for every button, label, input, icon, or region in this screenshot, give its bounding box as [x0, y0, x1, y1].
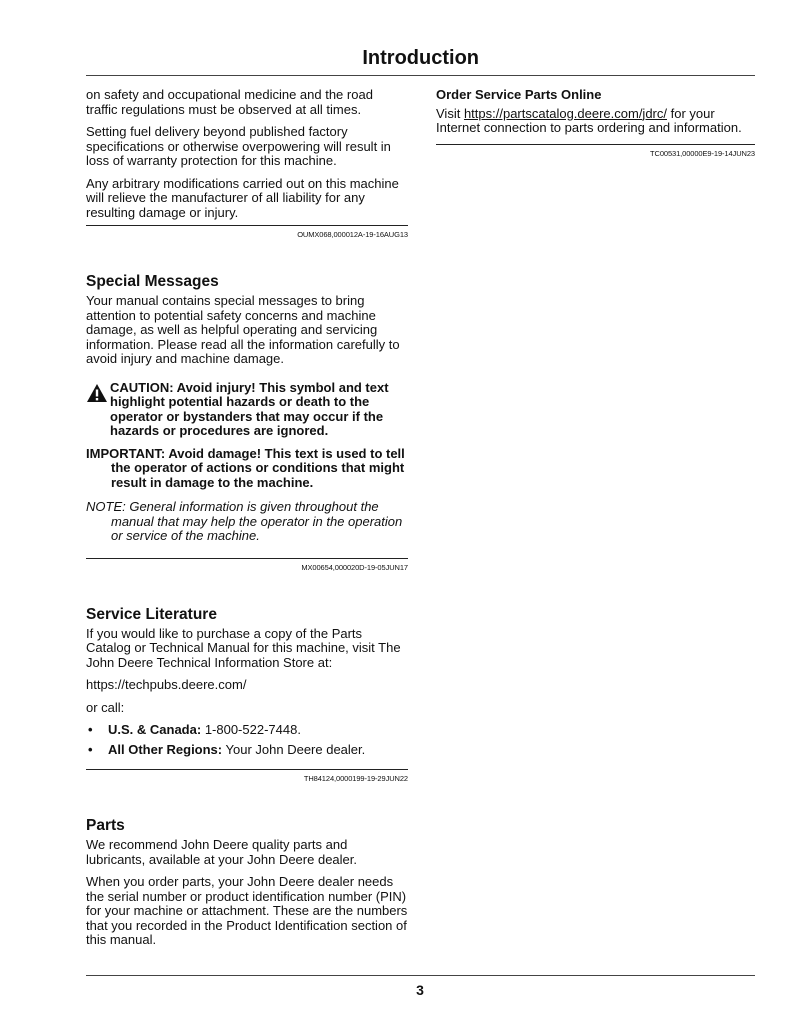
caution-message: [86, 381, 408, 439]
page-number: 3: [416, 982, 424, 998]
parts-paragraph-1: We recommend John Deere quality parts and lubricants, available at your John Deere dealer.: [86, 837, 357, 867]
left-column: [86, 88, 408, 956]
contact-label: All Other Regions:: [108, 741, 223, 757]
header-divider: [86, 75, 755, 76]
parts-paragraph-2: When you order parts, your John Deere dealer needs the serial number or product identification number (PIN) for your machine or attachment. These are the numbers that you recorded in the Product Identification section of this manual.: [86, 874, 408, 947]
visit-text: Visit: [436, 105, 461, 121]
caution-text: CAUTION: Avoid injury! This symbol and text highlight potential hazards or death to the operator or bystanders that may occur if the hazards or procedures are ignored.: [110, 379, 389, 438]
list-item: [86, 743, 408, 758]
right-column: [436, 88, 758, 158]
intro-paragraph-3: Any arbitrary modifications carried out on this machine will relieve the manufacturer of all liability for any resulting damage or injury.: [86, 175, 399, 220]
order-online-heading: Order Service Parts Online: [436, 87, 602, 102]
special-messages-heading: Special Messages: [86, 273, 219, 290]
contact-list: [86, 723, 408, 757]
intro-reference-code: OUMX068,000012A-19-16AUG13: [86, 225, 408, 239]
list-item: [86, 723, 408, 738]
service-literature-heading: Service Literature: [86, 605, 217, 623]
contact-value: 1-800-522-7448.: [204, 722, 301, 737]
bullet-icon: •: [88, 741, 93, 757]
order-online-rest: for your Internet connection to parts ordering and information.: [436, 105, 742, 135]
warning-triangle-icon: [86, 383, 108, 403]
important-message: IMPORTANT: Avoid damage! This text is used to tell the operator of actions or conditions that might result in damage to the machine.: [86, 445, 405, 490]
order-online-body: [436, 107, 758, 136]
bullet-icon: •: [88, 722, 93, 737]
service-literature-body: If you would like to purchase a copy of the Parts Catalog or Technical Manual for this machine, visit The John Deere Technical Information Store at:: [86, 625, 401, 670]
parts-heading: Parts: [86, 817, 125, 834]
special-messages-body: Your manual contains special messages to bring attention to potential safety concerns and machine damage, as well as helpful operating and servicing information. Please read all the information carefully to avoid injury and machine damage.: [86, 293, 400, 366]
or-call-text: or call:: [86, 699, 125, 715]
parts-catalog-link[interactable]: https://partscatalog.deere.com/jdrc/: [463, 105, 667, 121]
intro-paragraph-2: Setting fuel delivery beyond published factory specifications or otherwise overpowering will result in loss of warranty protection for this machine.: [86, 124, 391, 168]
service-literature-reference-code: TH84124,0000199-19-29JUN22: [86, 769, 408, 783]
contact-value: Your John Deere dealer.: [225, 741, 366, 757]
note-message: NOTE: General information is given throughout the manual that may help the operator in the operation or service of the machine.: [86, 499, 403, 543]
footer-divider: [86, 975, 755, 976]
page-title: Introduction: [362, 47, 479, 69]
order-online-reference-code: TC00531,00000E9-19-14JUN23: [436, 144, 755, 158]
special-messages-reference-code: MX00654,000020D-19-05JUN17: [86, 558, 408, 572]
intro-paragraph-1: on safety and occupational medicine and the road traffic regulations must be observed at all times.: [86, 87, 373, 117]
contact-label: U.S. & Canada:: [108, 722, 202, 737]
techpubs-url[interactable]: https://techpubs.deere.com/: [86, 677, 247, 692]
